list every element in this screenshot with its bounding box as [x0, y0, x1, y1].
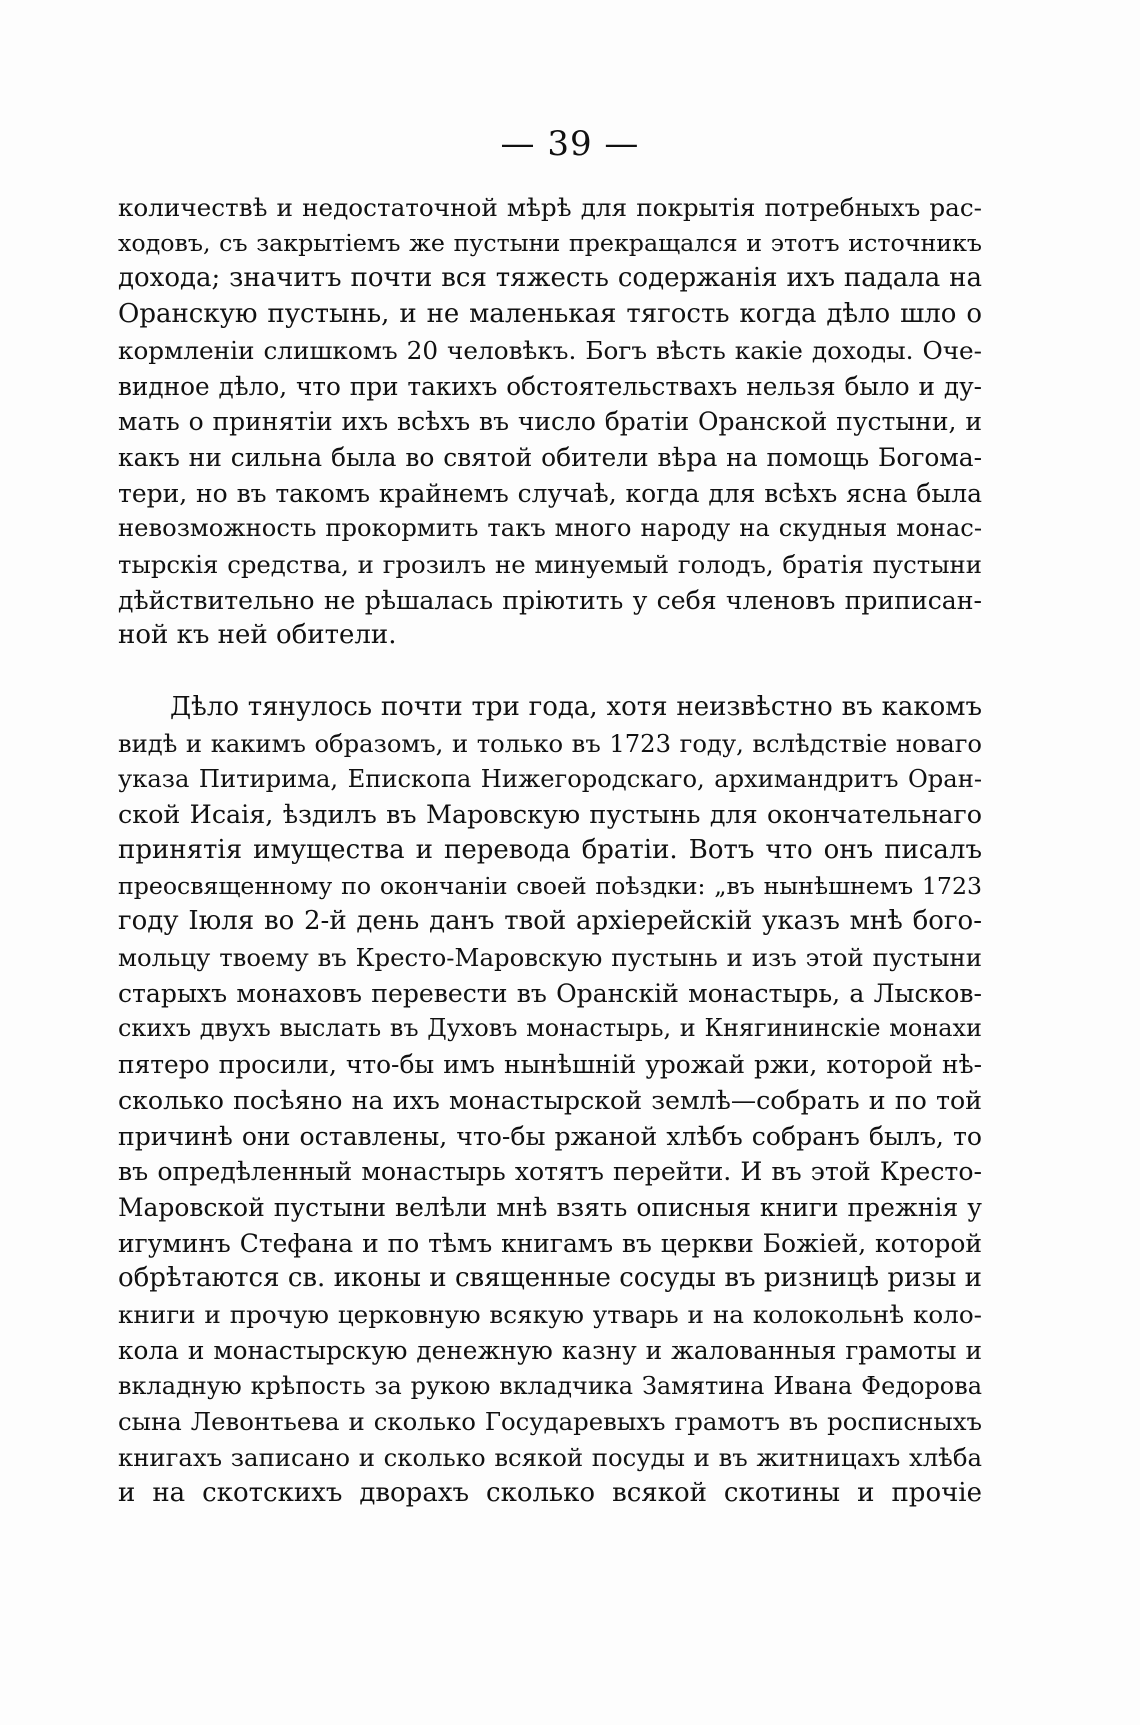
text-line: тери, но въ такомъ крайнемъ случаѣ, когда для всѣхъ ясна была: [118, 478, 982, 508]
text-line: тырскія средства, и грозилъ не минуемый голодъ, братія пустыни: [118, 550, 982, 580]
text-line: книги и прочую церковную всякую утварь и на колокольнѣ коло-: [118, 1300, 982, 1330]
text-line: сколько посѣяно на ихъ монастырской землѣ—собрать и по той: [118, 1085, 982, 1115]
text-line: мать о принятіи ихъ всѣхъ въ число братіи Оранской пустыни, и: [118, 407, 982, 437]
text-line: Оранскую пустынь, и не маленькая тягость когда дѣло шло о: [118, 299, 982, 330]
paragraph-1: [118, 190, 982, 654]
text-line: кормленіи слишкомъ 20 человѣкъ. Богъ вѣсть какіе доходы. Оче-: [118, 335, 982, 365]
text-line: невозможность прокормить такъ много народу на скудныя монас-: [118, 514, 982, 543]
text-line: обрѣтаются св. иконы и священные сосуды въ ризницѣ ризы и: [118, 1263, 982, 1294]
text-line: принятія имущества и перевода братіи. Вотъ что онъ писалъ: [118, 834, 982, 865]
text-line: скихъ двухъ выслать въ Духовъ монастырь, и Княгининскіе монахи: [118, 1014, 982, 1043]
page-number: — 39 —: [500, 124, 640, 164]
text-line: Маровской пустыни велѣли мнѣ взять описныя книги прежнія у: [118, 1192, 982, 1222]
text-line: сына Левонтьева и сколько Государевыхъ грамотъ въ росписныхъ: [118, 1407, 982, 1437]
text-line: причинѣ они оставлены, что-бы ржаной хлѣбъ собранъ былъ, то: [118, 1121, 982, 1151]
text-line: ной къ ней обители.: [118, 620, 397, 651]
text-line: и на скотскихъ дворахъ сколько всякой скотины и прочіе: [118, 1477, 982, 1508]
text-line: какъ ни сильна была во святой обители вѣра на помощь Богома-: [118, 442, 982, 472]
text-line: вкладную крѣпость за рукою вкладчика Замятина Ивана Федорова: [118, 1371, 982, 1400]
text-line: количествѣ и недостаточной мѣрѣ для покрытія потребныхъ рас-: [118, 193, 982, 222]
text-line: ской Исаія, ѣздилъ въ Маровскую пустынь для окончательнаго: [118, 799, 982, 830]
text-line: Дѣло тянулось почти три года, хотя неизвѣстно въ какомъ: [170, 692, 982, 723]
text-line: игуминъ Стефана и по тѣмъ книгамъ въ церкви Божіей, которой: [118, 1228, 982, 1258]
text-line: дѣйствительно не рѣшалась пріютить у себя членовъ приписан-: [118, 585, 982, 615]
text-line: ходовъ, съ закрытіемъ же пустыни прекращался и этотъ источникъ: [118, 228, 982, 257]
paragraph-gap: [118, 654, 982, 690]
text-line: преосвященному по окончаніи своей поѣздки: „въ нынѣшнемъ 1723: [118, 871, 982, 900]
paragraph-2: [118, 690, 982, 1511]
text-line: кола и монастырскую денежную казну и жалованныя грамоты и: [118, 1335, 982, 1365]
text-line: въ опредѣленный монастырь хотятъ перейти. И въ этой Кресто-: [118, 1157, 982, 1187]
text-line: видное дѣло, что при такихъ обстоятельствахъ нельзя было и ду-: [118, 371, 982, 401]
text-line: дохода; значитъ почти вся тяжесть содержанія ихъ падала на: [118, 263, 982, 294]
text-line: книгахъ записано и сколько всякой посуды и въ житницахъ хлѣба: [118, 1442, 982, 1472]
text-line: пятеро просили, что-бы имъ нынѣшній урожай ржи, которой нѣ-: [118, 1050, 982, 1080]
text-line: мольцу твоему въ Кресто-Маровскую пустынь и изъ этой пустыни: [118, 943, 982, 973]
text-line: году Іюля во 2-й день данъ твой архіерейскій указъ мнѣ бого-: [118, 906, 982, 937]
body-text: [118, 190, 982, 1511]
text-line: старыхъ монаховъ перевести въ Оранскій монастырь, а Лысков-: [118, 978, 982, 1008]
text-line: указа Питирима, Епископа Нижегородскаго, архимандритъ Оран-: [118, 764, 982, 793]
text-line: видѣ и какимъ образомъ, и только въ 1723 году, вслѣдствіе новаго: [118, 728, 982, 758]
